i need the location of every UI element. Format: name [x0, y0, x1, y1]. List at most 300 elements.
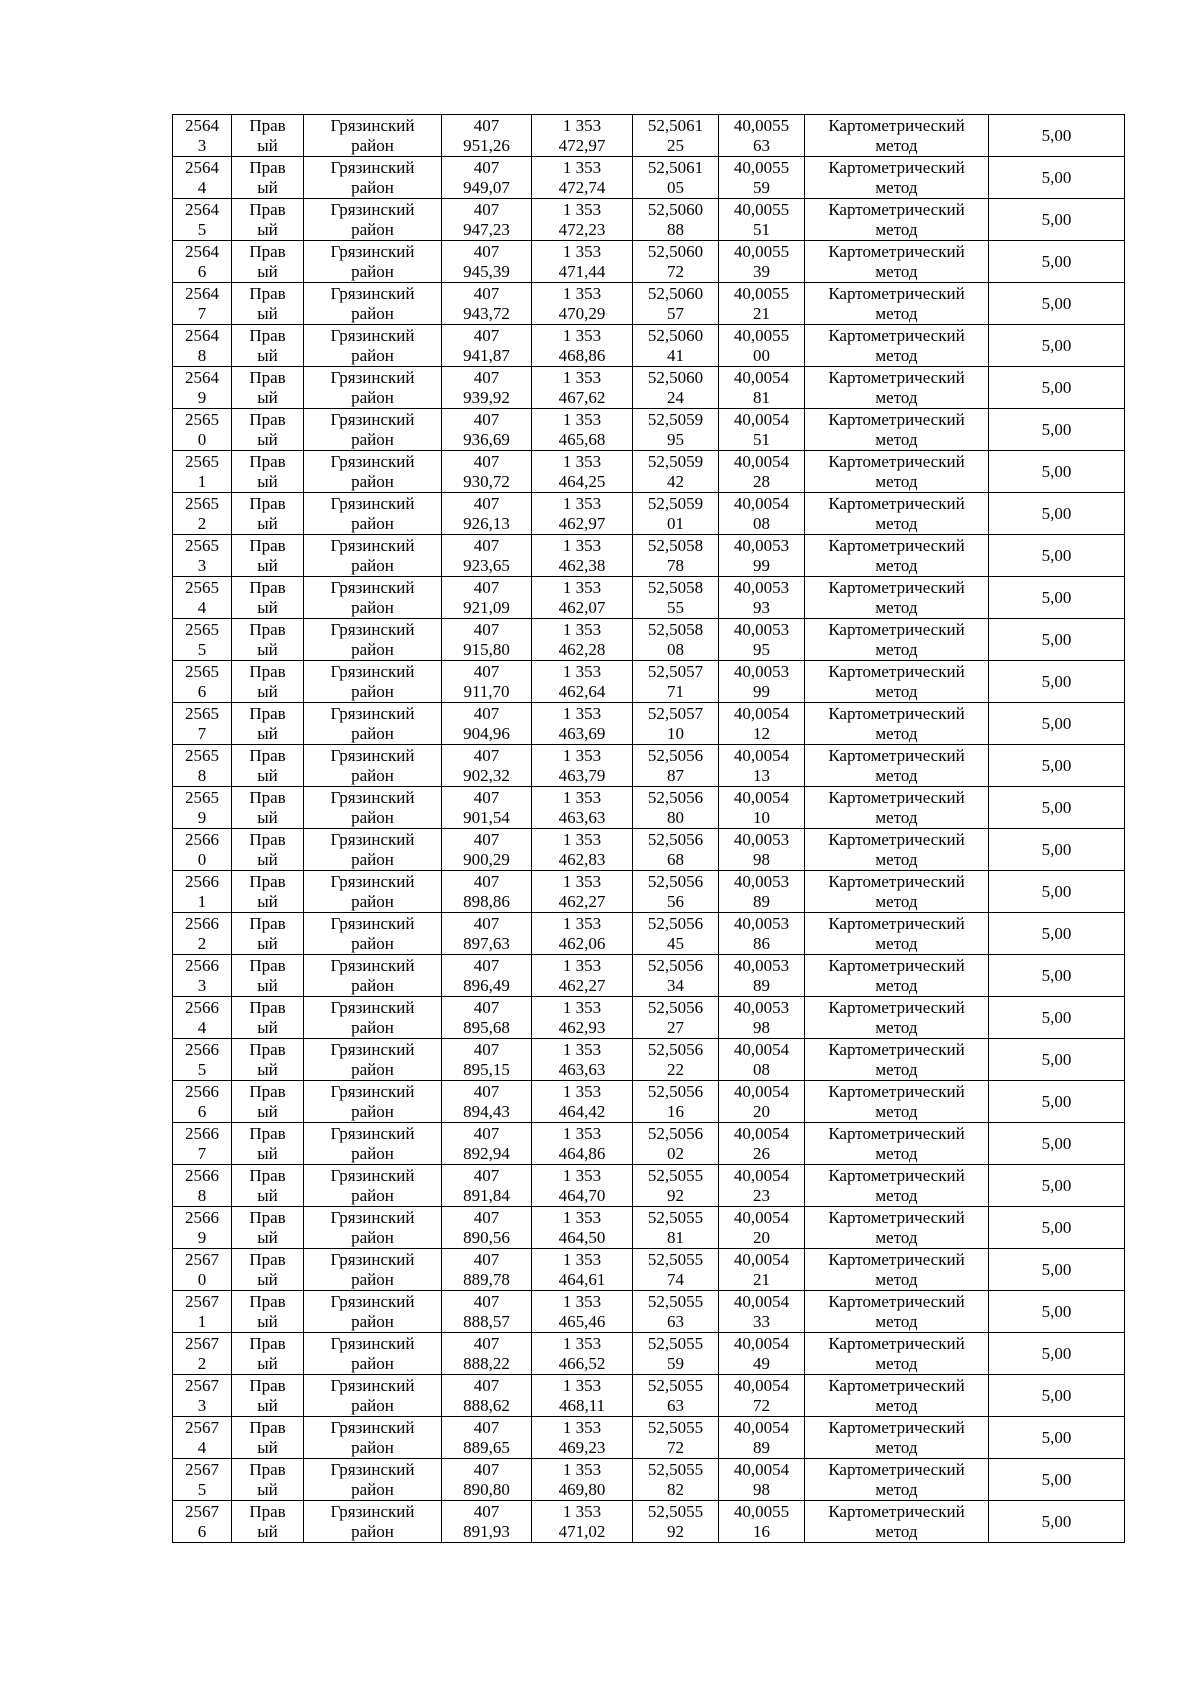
point-number-cell: 2565 1	[173, 451, 232, 493]
table-row	[173, 1081, 1125, 1123]
side-cell: Прав ый	[232, 115, 304, 157]
accuracy-cell: 5,00	[989, 577, 1125, 619]
x-coordinate-cell: 407 892,94	[442, 1123, 532, 1165]
accuracy-cell: 5,00	[989, 1333, 1125, 1375]
district-cell: Грязинский район	[304, 1081, 442, 1123]
table-row	[173, 1501, 1125, 1543]
point-number-cell: 2566 9	[173, 1207, 232, 1249]
longitude-cell: 40,0054 81	[719, 367, 805, 409]
longitude-cell: 40,0054 13	[719, 745, 805, 787]
latitude-cell: 52,5055 74	[633, 1249, 719, 1291]
longitude-cell: 40,0053 93	[719, 577, 805, 619]
y-coordinate-cell: 1 353 464,42	[532, 1081, 633, 1123]
accuracy-cell: 5,00	[989, 1039, 1125, 1081]
x-coordinate-cell: 407 891,84	[442, 1165, 532, 1207]
longitude-cell: 40,0054 20	[719, 1207, 805, 1249]
accuracy-cell: 5,00	[989, 661, 1125, 703]
latitude-cell: 52,5056 34	[633, 955, 719, 997]
table-row	[173, 325, 1125, 367]
document-page	[172, 114, 1125, 1543]
district-cell: Грязинский район	[304, 955, 442, 997]
x-coordinate-cell: 407 900,29	[442, 829, 532, 871]
method-cell: Картометрический метод	[805, 157, 989, 199]
latitude-cell: 52,5055 63	[633, 1291, 719, 1333]
method-cell: Картометрический метод	[805, 1207, 989, 1249]
latitude-cell: 52,5056 87	[633, 745, 719, 787]
latitude-cell: 52,5061 05	[633, 157, 719, 199]
district-cell: Грязинский район	[304, 703, 442, 745]
side-cell: Прав ый	[232, 199, 304, 241]
longitude-cell: 40,0053 99	[719, 535, 805, 577]
latitude-cell: 52,5055 59	[633, 1333, 719, 1375]
x-coordinate-cell: 407 930,72	[442, 451, 532, 493]
y-coordinate-cell: 1 353 463,69	[532, 703, 633, 745]
table-row	[173, 115, 1125, 157]
point-number-cell: 2564 6	[173, 241, 232, 283]
y-coordinate-cell: 1 353 464,50	[532, 1207, 633, 1249]
side-cell: Прав ый	[232, 1207, 304, 1249]
longitude-cell: 40,0055 51	[719, 199, 805, 241]
district-cell: Грязинский район	[304, 1333, 442, 1375]
x-coordinate-cell: 407 888,22	[442, 1333, 532, 1375]
longitude-cell: 40,0054 23	[719, 1165, 805, 1207]
accuracy-cell: 5,00	[989, 1249, 1125, 1291]
side-cell: Прав ый	[232, 619, 304, 661]
longitude-cell: 40,0054 20	[719, 1081, 805, 1123]
side-cell: Прав ый	[232, 871, 304, 913]
latitude-cell: 52,5060 24	[633, 367, 719, 409]
accuracy-cell: 5,00	[989, 451, 1125, 493]
method-cell: Картометрический метод	[805, 997, 989, 1039]
longitude-cell: 40,0054 49	[719, 1333, 805, 1375]
method-cell: Картометрический метод	[805, 1165, 989, 1207]
accuracy-cell: 5,00	[989, 787, 1125, 829]
table-row	[173, 493, 1125, 535]
y-coordinate-cell: 1 353 462,28	[532, 619, 633, 661]
table-row	[173, 241, 1125, 283]
accuracy-cell: 5,00	[989, 199, 1125, 241]
district-cell: Грязинский район	[304, 535, 442, 577]
x-coordinate-cell: 407 895,68	[442, 997, 532, 1039]
point-number-cell: 2565 8	[173, 745, 232, 787]
y-coordinate-cell: 1 353 470,29	[532, 283, 633, 325]
x-coordinate-cell: 407 921,09	[442, 577, 532, 619]
latitude-cell: 52,5060 72	[633, 241, 719, 283]
accuracy-cell: 5,00	[989, 745, 1125, 787]
latitude-cell: 52,5061 25	[633, 115, 719, 157]
table-row	[173, 199, 1125, 241]
method-cell: Картометрический метод	[805, 1333, 989, 1375]
y-coordinate-cell: 1 353 463,63	[532, 787, 633, 829]
x-coordinate-cell: 407 890,56	[442, 1207, 532, 1249]
accuracy-cell: 5,00	[989, 871, 1125, 913]
point-number-cell: 2565 4	[173, 577, 232, 619]
x-coordinate-cell: 407 915,80	[442, 619, 532, 661]
coordinates-table	[172, 114, 1125, 1543]
district-cell: Грязинский район	[304, 1417, 442, 1459]
table-row	[173, 1207, 1125, 1249]
y-coordinate-cell: 1 353 466,52	[532, 1333, 633, 1375]
x-coordinate-cell: 407 951,26	[442, 115, 532, 157]
accuracy-cell: 5,00	[989, 1207, 1125, 1249]
y-coordinate-cell: 1 353 469,80	[532, 1459, 633, 1501]
accuracy-cell: 5,00	[989, 283, 1125, 325]
method-cell: Картометрический метод	[805, 451, 989, 493]
y-coordinate-cell: 1 353 462,27	[532, 871, 633, 913]
longitude-cell: 40,0053 95	[719, 619, 805, 661]
coordinates-table-body	[173, 115, 1125, 1543]
x-coordinate-cell: 407 898,86	[442, 871, 532, 913]
point-number-cell: 2567 2	[173, 1333, 232, 1375]
y-coordinate-cell: 1 353 472,74	[532, 157, 633, 199]
table-row	[173, 913, 1125, 955]
district-cell: Грязинский район	[304, 493, 442, 535]
method-cell: Картометрический метод	[805, 325, 989, 367]
longitude-cell: 40,0054 51	[719, 409, 805, 451]
method-cell: Картометрический метод	[805, 787, 989, 829]
latitude-cell: 52,5056 22	[633, 1039, 719, 1081]
latitude-cell: 52,5055 72	[633, 1417, 719, 1459]
y-coordinate-cell: 1 353 468,86	[532, 325, 633, 367]
district-cell: Грязинский район	[304, 661, 442, 703]
x-coordinate-cell: 407 936,69	[442, 409, 532, 451]
point-number-cell: 2566 7	[173, 1123, 232, 1165]
y-coordinate-cell: 1 353 471,44	[532, 241, 633, 283]
method-cell: Картометрический метод	[805, 367, 989, 409]
method-cell: Картометрический метод	[805, 1375, 989, 1417]
longitude-cell: 40,0054 08	[719, 1039, 805, 1081]
x-coordinate-cell: 407 911,70	[442, 661, 532, 703]
accuracy-cell: 5,00	[989, 829, 1125, 871]
latitude-cell: 52,5056 27	[633, 997, 719, 1039]
x-coordinate-cell: 407 890,80	[442, 1459, 532, 1501]
latitude-cell: 52,5056 16	[633, 1081, 719, 1123]
point-number-cell: 2567 0	[173, 1249, 232, 1291]
table-row	[173, 283, 1125, 325]
side-cell: Прав ый	[232, 1459, 304, 1501]
district-cell: Грязинский район	[304, 1501, 442, 1543]
method-cell: Картометрический метод	[805, 1501, 989, 1543]
longitude-cell: 40,0054 28	[719, 451, 805, 493]
x-coordinate-cell: 407 949,07	[442, 157, 532, 199]
method-cell: Картометрический метод	[805, 493, 989, 535]
district-cell: Грязинский район	[304, 1207, 442, 1249]
y-coordinate-cell: 1 353 464,61	[532, 1249, 633, 1291]
point-number-cell: 2564 9	[173, 367, 232, 409]
table-row	[173, 829, 1125, 871]
side-cell: Прав ый	[232, 913, 304, 955]
accuracy-cell: 5,00	[989, 367, 1125, 409]
accuracy-cell: 5,00	[989, 1375, 1125, 1417]
accuracy-cell: 5,00	[989, 1501, 1125, 1543]
side-cell: Прав ый	[232, 703, 304, 745]
district-cell: Грязинский район	[304, 409, 442, 451]
latitude-cell: 52,5055 82	[633, 1459, 719, 1501]
accuracy-cell: 5,00	[989, 1081, 1125, 1123]
point-number-cell: 2564 5	[173, 199, 232, 241]
latitude-cell: 52,5055 92	[633, 1501, 719, 1543]
method-cell: Картометрический метод	[805, 1249, 989, 1291]
x-coordinate-cell: 407 888,62	[442, 1375, 532, 1417]
side-cell: Прав ый	[232, 745, 304, 787]
latitude-cell: 52,5059 01	[633, 493, 719, 535]
table-row	[173, 367, 1125, 409]
point-number-cell: 2565 9	[173, 787, 232, 829]
method-cell: Картометрический метод	[805, 115, 989, 157]
latitude-cell: 52,5056 45	[633, 913, 719, 955]
latitude-cell: 52,5058 55	[633, 577, 719, 619]
point-number-cell: 2565 6	[173, 661, 232, 703]
side-cell: Прав ый	[232, 409, 304, 451]
longitude-cell: 40,0055 63	[719, 115, 805, 157]
point-number-cell: 2565 7	[173, 703, 232, 745]
district-cell: Грязинский район	[304, 1249, 442, 1291]
accuracy-cell: 5,00	[989, 955, 1125, 997]
district-cell: Грязинский район	[304, 451, 442, 493]
y-coordinate-cell: 1 353 471,02	[532, 1501, 633, 1543]
district-cell: Грязинский район	[304, 997, 442, 1039]
point-number-cell: 2566 6	[173, 1081, 232, 1123]
table-row	[173, 619, 1125, 661]
accuracy-cell: 5,00	[989, 997, 1125, 1039]
x-coordinate-cell: 407 889,78	[442, 1249, 532, 1291]
method-cell: Картометрический метод	[805, 1039, 989, 1081]
point-number-cell: 2566 8	[173, 1165, 232, 1207]
point-number-cell: 2564 8	[173, 325, 232, 367]
table-row	[173, 1375, 1125, 1417]
latitude-cell: 52,5056 80	[633, 787, 719, 829]
district-cell: Грязинский район	[304, 1459, 442, 1501]
method-cell: Картометрический метод	[805, 283, 989, 325]
point-number-cell: 2564 4	[173, 157, 232, 199]
x-coordinate-cell: 407 889,65	[442, 1417, 532, 1459]
point-number-cell: 2566 2	[173, 913, 232, 955]
method-cell: Картометрический метод	[805, 199, 989, 241]
y-coordinate-cell: 1 353 463,63	[532, 1039, 633, 1081]
longitude-cell: 40,0054 08	[719, 493, 805, 535]
side-cell: Прав ый	[232, 1249, 304, 1291]
side-cell: Прав ый	[232, 1081, 304, 1123]
point-number-cell: 2567 5	[173, 1459, 232, 1501]
accuracy-cell: 5,00	[989, 703, 1125, 745]
point-number-cell: 2566 3	[173, 955, 232, 997]
method-cell: Картометрический метод	[805, 871, 989, 913]
point-number-cell: 2567 3	[173, 1375, 232, 1417]
x-coordinate-cell: 407 891,93	[442, 1501, 532, 1543]
y-coordinate-cell: 1 353 462,38	[532, 535, 633, 577]
table-row	[173, 1291, 1125, 1333]
x-coordinate-cell: 407 904,96	[442, 703, 532, 745]
point-number-cell: 2565 0	[173, 409, 232, 451]
longitude-cell: 40,0055 59	[719, 157, 805, 199]
district-cell: Грязинский район	[304, 787, 442, 829]
longitude-cell: 40,0055 00	[719, 325, 805, 367]
accuracy-cell: 5,00	[989, 1123, 1125, 1165]
table-row	[173, 871, 1125, 913]
table-row	[173, 1417, 1125, 1459]
side-cell: Прав ый	[232, 661, 304, 703]
longitude-cell: 40,0053 99	[719, 661, 805, 703]
table-row	[173, 997, 1125, 1039]
side-cell: Прав ый	[232, 325, 304, 367]
table-row	[173, 1459, 1125, 1501]
point-number-cell: 2566 4	[173, 997, 232, 1039]
point-number-cell: 2564 3	[173, 115, 232, 157]
longitude-cell: 40,0055 39	[719, 241, 805, 283]
latitude-cell: 52,5060 41	[633, 325, 719, 367]
accuracy-cell: 5,00	[989, 241, 1125, 283]
table-row	[173, 1123, 1125, 1165]
table-row	[173, 955, 1125, 997]
x-coordinate-cell: 407 926,13	[442, 493, 532, 535]
side-cell: Прав ый	[232, 1501, 304, 1543]
y-coordinate-cell: 1 353 465,68	[532, 409, 633, 451]
district-cell: Грязинский район	[304, 577, 442, 619]
latitude-cell: 52,5056 02	[633, 1123, 719, 1165]
table-row	[173, 745, 1125, 787]
side-cell: Прав ый	[232, 577, 304, 619]
side-cell: Прав ый	[232, 1291, 304, 1333]
x-coordinate-cell: 407 902,32	[442, 745, 532, 787]
y-coordinate-cell: 1 353 467,62	[532, 367, 633, 409]
district-cell: Грязинский район	[304, 325, 442, 367]
table-row	[173, 577, 1125, 619]
point-number-cell: 2567 1	[173, 1291, 232, 1333]
district-cell: Грязинский район	[304, 1123, 442, 1165]
district-cell: Грязинский район	[304, 829, 442, 871]
table-row	[173, 703, 1125, 745]
longitude-cell: 40,0054 72	[719, 1375, 805, 1417]
method-cell: Картометрический метод	[805, 619, 989, 661]
accuracy-cell: 5,00	[989, 409, 1125, 451]
district-cell: Грязинский район	[304, 283, 442, 325]
longitude-cell: 40,0055 21	[719, 283, 805, 325]
y-coordinate-cell: 1 353 472,97	[532, 115, 633, 157]
y-coordinate-cell: 1 353 462,64	[532, 661, 633, 703]
latitude-cell: 52,5056 56	[633, 871, 719, 913]
y-coordinate-cell: 1 353 462,83	[532, 829, 633, 871]
x-coordinate-cell: 407 947,23	[442, 199, 532, 241]
method-cell: Картометрический метод	[805, 913, 989, 955]
table-row	[173, 1249, 1125, 1291]
method-cell: Картометрический метод	[805, 955, 989, 997]
latitude-cell: 52,5056 68	[633, 829, 719, 871]
latitude-cell: 52,5057 10	[633, 703, 719, 745]
point-number-cell: 2566 1	[173, 871, 232, 913]
point-number-cell: 2566 5	[173, 1039, 232, 1081]
x-coordinate-cell: 407 888,57	[442, 1291, 532, 1333]
side-cell: Прав ый	[232, 787, 304, 829]
district-cell: Грязинский район	[304, 871, 442, 913]
y-coordinate-cell: 1 353 462,07	[532, 577, 633, 619]
side-cell: Прав ый	[232, 157, 304, 199]
y-coordinate-cell: 1 353 468,11	[532, 1375, 633, 1417]
method-cell: Картометрический метод	[805, 535, 989, 577]
y-coordinate-cell: 1 353 464,70	[532, 1165, 633, 1207]
district-cell: Грязинский район	[304, 1165, 442, 1207]
district-cell: Грязинский район	[304, 913, 442, 955]
table-row	[173, 451, 1125, 493]
point-number-cell: 2565 3	[173, 535, 232, 577]
x-coordinate-cell: 407 894,43	[442, 1081, 532, 1123]
latitude-cell: 52,5060 88	[633, 199, 719, 241]
latitude-cell: 52,5060 57	[633, 283, 719, 325]
district-cell: Грязинский район	[304, 157, 442, 199]
method-cell: Картометрический метод	[805, 1417, 989, 1459]
method-cell: Картометрический метод	[805, 1459, 989, 1501]
latitude-cell: 52,5057 71	[633, 661, 719, 703]
side-cell: Прав ый	[232, 367, 304, 409]
accuracy-cell: 5,00	[989, 1459, 1125, 1501]
side-cell: Прав ый	[232, 451, 304, 493]
x-coordinate-cell: 407 923,65	[442, 535, 532, 577]
side-cell: Прав ый	[232, 283, 304, 325]
method-cell: Картометрический метод	[805, 829, 989, 871]
point-number-cell: 2564 7	[173, 283, 232, 325]
longitude-cell: 40,0055 16	[719, 1501, 805, 1543]
district-cell: Грязинский район	[304, 1291, 442, 1333]
table-row	[173, 1039, 1125, 1081]
y-coordinate-cell: 1 353 465,46	[532, 1291, 633, 1333]
latitude-cell: 52,5055 63	[633, 1375, 719, 1417]
longitude-cell: 40,0053 86	[719, 913, 805, 955]
longitude-cell: 40,0053 98	[719, 829, 805, 871]
y-coordinate-cell: 1 353 463,79	[532, 745, 633, 787]
latitude-cell: 52,5058 78	[633, 535, 719, 577]
district-cell: Грязинский район	[304, 367, 442, 409]
accuracy-cell: 5,00	[989, 1165, 1125, 1207]
accuracy-cell: 5,00	[989, 115, 1125, 157]
table-row	[173, 1333, 1125, 1375]
point-number-cell: 2565 2	[173, 493, 232, 535]
x-coordinate-cell: 407 945,39	[442, 241, 532, 283]
y-coordinate-cell: 1 353 462,93	[532, 997, 633, 1039]
accuracy-cell: 5,00	[989, 1417, 1125, 1459]
method-cell: Картометрический метод	[805, 703, 989, 745]
district-cell: Грязинский район	[304, 1375, 442, 1417]
point-number-cell: 2566 0	[173, 829, 232, 871]
longitude-cell: 40,0053 89	[719, 871, 805, 913]
longitude-cell: 40,0054 10	[719, 787, 805, 829]
y-coordinate-cell: 1 353 472,23	[532, 199, 633, 241]
table-row	[173, 157, 1125, 199]
x-coordinate-cell: 407 897,63	[442, 913, 532, 955]
side-cell: Прав ый	[232, 241, 304, 283]
accuracy-cell: 5,00	[989, 157, 1125, 199]
longitude-cell: 40,0054 12	[719, 703, 805, 745]
longitude-cell: 40,0054 21	[719, 1249, 805, 1291]
longitude-cell: 40,0053 98	[719, 997, 805, 1039]
longitude-cell: 40,0054 98	[719, 1459, 805, 1501]
method-cell: Картометрический метод	[805, 241, 989, 283]
method-cell: Картометрический метод	[805, 661, 989, 703]
table-row	[173, 535, 1125, 577]
side-cell: Прав ый	[232, 535, 304, 577]
table-row	[173, 787, 1125, 829]
latitude-cell: 52,5058 08	[633, 619, 719, 661]
method-cell: Картометрический метод	[805, 409, 989, 451]
longitude-cell: 40,0054 26	[719, 1123, 805, 1165]
x-coordinate-cell: 407 896,49	[442, 955, 532, 997]
side-cell: Прав ый	[232, 955, 304, 997]
y-coordinate-cell: 1 353 464,86	[532, 1123, 633, 1165]
accuracy-cell: 5,00	[989, 493, 1125, 535]
district-cell: Грязинский район	[304, 619, 442, 661]
side-cell: Прав ый	[232, 997, 304, 1039]
point-number-cell: 2565 5	[173, 619, 232, 661]
table-row	[173, 1165, 1125, 1207]
longitude-cell: 40,0054 89	[719, 1417, 805, 1459]
